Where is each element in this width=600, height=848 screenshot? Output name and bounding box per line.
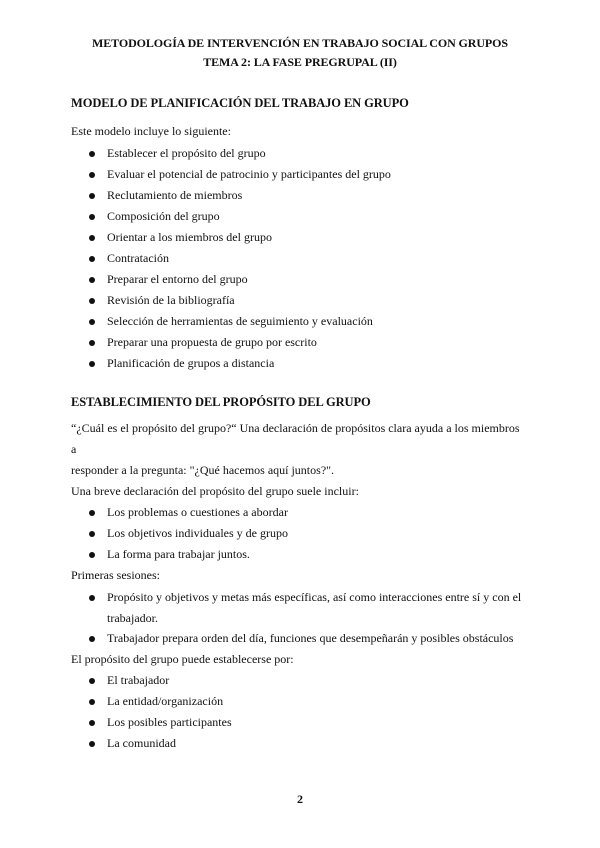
document-page: METODOLOGÍA DE INTERVENCIÓN EN TRABAJO SOCIAL CON GRUPOS TEMA 2: LA FASE PREGRUPAL (II) MODELO DE PLANIFICACIÓN DEL TRABAJO EN GRUPO Este modelo incluye lo siguiente: Establecer el propósito del grupo Evaluar el potencial de patrocinio y participantes del grupo Reclutamiento de miembros Composición del grupo Orientar a los miembros del grupo Contratación Preparar el entorno del grupo Revisión de la bibliografía Selección de herramientas de seguimiento y evaluación Preparar una propuesta de grupo por escrito Planificación de grupos a distancia ESTABLECIMIENTO DEL PROPÓSITO DEL GRUPO “¿Cuál es el propósito del grupo?“ Una declaración de propósitos clara ayuda a los miembros a responder a la pregunta: "¿Qué hacemos aquí juntos?". Una breve declaración del propósito del grupo suele incluir: Los problemas o cuestiones a abordar Los objetivos individuales y de grupo La forma para trabajar juntos. Primeras sesiones: Propósito y objetivos y metas más específicas, así como interacciones entre sí y con el trabajador. Trabajador prepara orden del día, funciones que desempeñarán y posibles obstáculos El propósito del grupo puede establecerse por: El trabajador La entidad/organización Los posibles participantes La comunidad 2 [0,0,600,848]
bullet-icon [89,151,95,157]
bullet-icon [89,361,95,367]
section-heading-group-purpose: ESTABLECIMIENTO DEL PROPÓSITO DEL GRUPO [71,395,371,409]
purpose-statement-intro: Una breve declaración del propósito del grupo suele incluir: [71,484,359,498]
establish-purpose-intro: El propósito del grupo puede establecerse por: [71,652,294,666]
bullet-icon [89,510,95,516]
bullet-icon [89,235,95,241]
bullet-icon [89,319,95,325]
section-intro: Este modelo incluye lo siguiente: [71,124,231,138]
bullet-icon [89,720,95,726]
page-number: 2 [297,792,303,806]
bullet-icon [89,277,95,283]
bullet-icon [89,256,95,262]
bullet-icon [89,636,95,642]
bullet-icon [89,552,95,558]
bullet-icon [89,678,95,684]
bullet-icon [89,699,95,705]
document-title: METODOLOGÍA DE INTERVENCIÓN EN TRABAJO SOCIAL CON GRUPOS [92,36,508,50]
section-heading-planning-model: MODELO DE PLANIFICACIÓN DEL TRABAJO EN GRUPO [71,96,409,110]
bullet-icon [89,340,95,346]
bullet-icon [89,595,95,601]
bullet-icon [89,298,95,304]
first-sessions-intro: Primeras sesiones: [71,568,160,582]
bullet-icon [89,741,95,747]
purpose-paragraph-line: a [71,442,77,456]
bullet-icon [89,214,95,220]
purpose-paragraph-line: “¿Cuál es el propósito del grupo?“ Una declaración de propósitos clara ayuda a los miembros [71,421,520,435]
document-subtitle: TEMA 2: LA FASE PREGRUPAL (II) [203,55,397,69]
bullet-icon [89,531,95,537]
bullet-icon [89,172,95,178]
bullet-icon [89,193,95,199]
purpose-paragraph-line: responder a la pregunta: "¿Qué hacemos aquí juntos?". [71,463,335,477]
